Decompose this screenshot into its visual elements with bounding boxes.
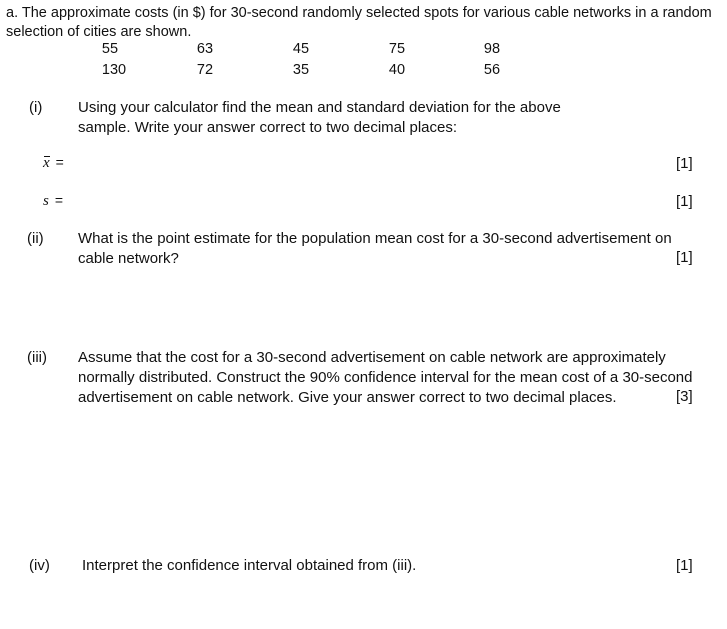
x-bar-symbol: x xyxy=(43,155,50,171)
question-ii-text xyxy=(78,229,672,269)
question-iii-text xyxy=(78,348,693,408)
question-i-line-1: Using your calculator find the mean and standard deviation for the above xyxy=(78,99,561,116)
table-cell: 63 xyxy=(196,41,214,57)
sd-mark: [1] xyxy=(676,193,693,210)
intro-line-2: selection of cities are shown. xyxy=(6,24,192,40)
question-number-i: (i) xyxy=(29,99,43,116)
table-cell: 45 xyxy=(292,41,310,57)
question-iii-line-3: advertisement on cable network. Give your answer correct to two decimal places. xyxy=(78,389,617,406)
question-number-iii: (iii) xyxy=(27,349,47,366)
equals-sign: = xyxy=(54,192,64,208)
table-cell: 56 xyxy=(483,62,501,78)
question-iv-text: Interpret the confidence interval obtained from (iii). xyxy=(82,557,417,574)
table-cell: 40 xyxy=(388,62,406,78)
question-iii-mark: [3] xyxy=(676,388,693,405)
question-iii-line-1: Assume that the cost for a 30-second advertisement on cable network are approximately xyxy=(78,349,666,366)
table-cell: 72 xyxy=(196,62,214,78)
equals-sign: = xyxy=(55,154,64,170)
table-cell: 98 xyxy=(483,41,501,57)
question-iii-line-2: normally distributed. Construct the 90% confidence interval for the mean cost of a 30-second xyxy=(78,369,693,386)
question-ii-mark: [1] xyxy=(676,249,693,266)
table-cell: 55 xyxy=(101,41,119,57)
question-ii-line-2: cable network? xyxy=(78,250,179,267)
sd-answer-label xyxy=(43,192,63,210)
question-ii-line-1: What is the point estimate for the population mean cost for a 30-second advertisement on xyxy=(78,230,672,247)
mean-answer-label xyxy=(43,154,64,172)
question-number-ii: (ii) xyxy=(27,230,44,247)
mean-mark: [1] xyxy=(676,155,693,172)
question-i-text xyxy=(78,98,561,138)
question-iv-mark: [1] xyxy=(676,557,693,574)
intro-text xyxy=(6,4,712,42)
table-cell: 130 xyxy=(101,62,127,78)
s-symbol: s xyxy=(43,193,49,209)
table-cell: 75 xyxy=(388,41,406,57)
intro-line-1: a. The approximate costs (in $) for 30-second randomly selected spots for various cable networks in a random xyxy=(6,5,712,21)
question-number-iv: (iv) xyxy=(29,557,50,574)
question-i-line-2: sample. Write your answer correct to two decimal places: xyxy=(78,119,458,136)
table-cell: 35 xyxy=(292,62,310,78)
